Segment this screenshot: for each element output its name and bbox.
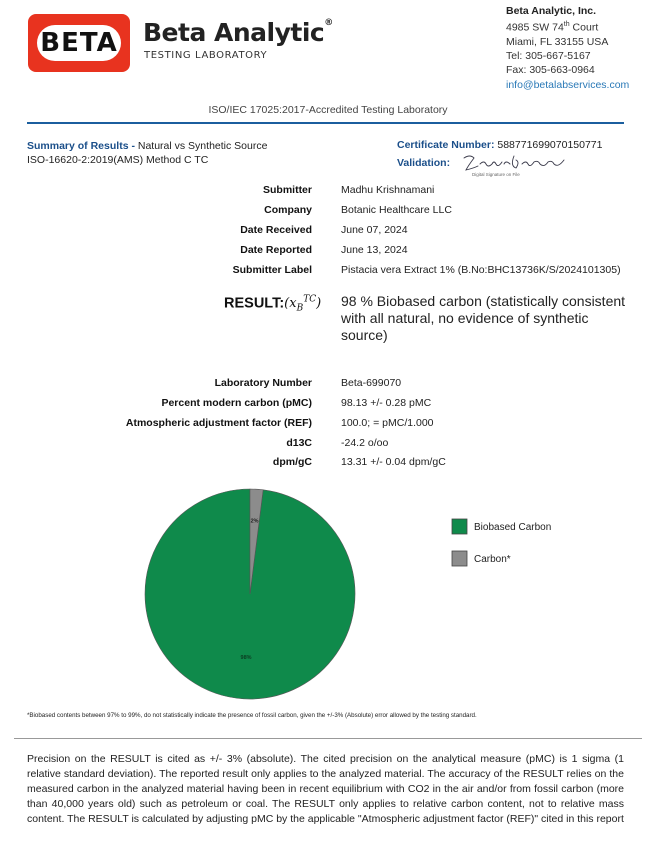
lab-number-label: Laboratory Number [214, 377, 312, 389]
legend-label-1: Carbon* [474, 554, 511, 565]
legend-swatch-0 [452, 519, 467, 534]
submitter-label-value: Pistacia vera Extract 1% (B.No:BHC13736K/S/2024101305) [341, 264, 621, 276]
certificate-number: 588771699070150771 [494, 139, 603, 151]
summary-label: Summary of Results - [27, 140, 135, 152]
brand-name-text: Beta Analytic [143, 18, 325, 47]
street-number: 4985 SW 74 [506, 21, 564, 34]
handwritten-signature [460, 152, 570, 174]
address-city: Miami, FL 33155 USA [506, 35, 609, 48]
date-received-label: Date Received [240, 224, 312, 236]
logo-text: BETA [37, 25, 121, 61]
email-link[interactable]: info@betalabservices.com [506, 78, 630, 91]
dpm-value: 13.31 +/- 0.04 dpm/gC [341, 456, 446, 468]
address-street [506, 18, 629, 35]
address-tel: Tel: 305-667-5167 [506, 50, 591, 63]
date-reported-label: Date Reported [240, 244, 312, 256]
validation-label: Validation: [397, 157, 451, 169]
d13c-value: -24.2 o/oo [341, 437, 389, 449]
brand-subtitle: TESTING LABORATORY [144, 50, 268, 61]
beta-logo [28, 14, 130, 72]
certificate-line [397, 139, 602, 151]
date-reported-value: June 13, 2024 [341, 244, 408, 256]
accreditation-line: ISO/IEC 17025:2017-Accredited Testing Laboratory [208, 104, 448, 116]
header-divider [27, 122, 624, 124]
summary-subject: Natural vs Synthetic Source [134, 140, 268, 152]
footer-divider [14, 738, 642, 739]
result-label [224, 295, 321, 314]
summary-method: ISO-16620-2:2019(AMS) Method C TC [27, 154, 209, 166]
footnote: *Biobased contents between 97% to 99%, do not statistically indicate the presence of fossil carbon, given the +/-3% (Absolute) error allowed by the testing standard. [27, 712, 477, 719]
summary-block [27, 139, 267, 167]
pie-label-1: 2% [250, 518, 259, 525]
pmc-label: Percent modern carbon (pMC) [161, 397, 312, 409]
result-value: 98 % Biobased carbon (statistically consistent with all natural, no evidence of synthetic source) [341, 293, 626, 343]
pie-label-0: 98% [240, 654, 252, 661]
result-symbol: $(x_B^{TC})$ [284, 295, 322, 314]
submitter-label: Submitter [262, 184, 312, 196]
submitter-value: Madhu Krishnamani [341, 184, 435, 196]
company-value: Botanic Healthcare LLC [341, 204, 452, 216]
certificate-label: Certificate Number: [397, 139, 495, 151]
pmc-value: 98.13 +/- 0.28 pMC [341, 397, 432, 409]
dpm-label: dpm/gC [272, 456, 312, 468]
date-received-value: June 07, 2024 [341, 224, 408, 236]
result-label-text: RESULT: [224, 295, 285, 312]
street-name: Court [569, 21, 599, 34]
address-fax: Fax: 305-663-0964 [506, 64, 595, 77]
submitter-label-label: Submitter Label [232, 264, 312, 276]
legend-label-0: Biobased Carbon [474, 522, 552, 533]
precision-note: Precision on the RESULT is cited as +/- 3% (absolute). The cited precision on the analytical measure (pMC) is 1 sigma (1 relative standard deviation). The reported result only applies to the analyzed material. The accuracy of the RESULT relies on the measured carbon in the analyzed material having been in recent equilibrium with CO2 in the air and/or from fossil carbon (more than 40,000 years old) such as petroleum or coal. The RESULT only applies to relative carbon content, not to relative mass content. The RESULT is calculated by adjusting pMC by the applicable "Atmospheric adjustment factor (REF)" cited in this report [27, 753, 624, 825]
validation-line [397, 157, 450, 169]
signature-caption: Digital Signature on File [472, 172, 520, 177]
brand-name [143, 18, 333, 47]
street-suffix: th [563, 21, 570, 29]
lab-number-value: Beta-699070 [341, 377, 402, 389]
d13c-label: d13C [286, 437, 312, 449]
company-address [506, 4, 629, 92]
ref-label: Atmospheric adjustment factor (REF) [125, 417, 312, 429]
company-label: Company [264, 204, 312, 216]
legend-swatch-1 [452, 551, 467, 566]
ref-value: 100.0; = pMC/1.000 [341, 417, 434, 429]
carbon-pie-chart [150, 478, 552, 710]
registered-mark: ® [324, 18, 333, 28]
address-company: Beta Analytic, Inc. [506, 5, 597, 17]
